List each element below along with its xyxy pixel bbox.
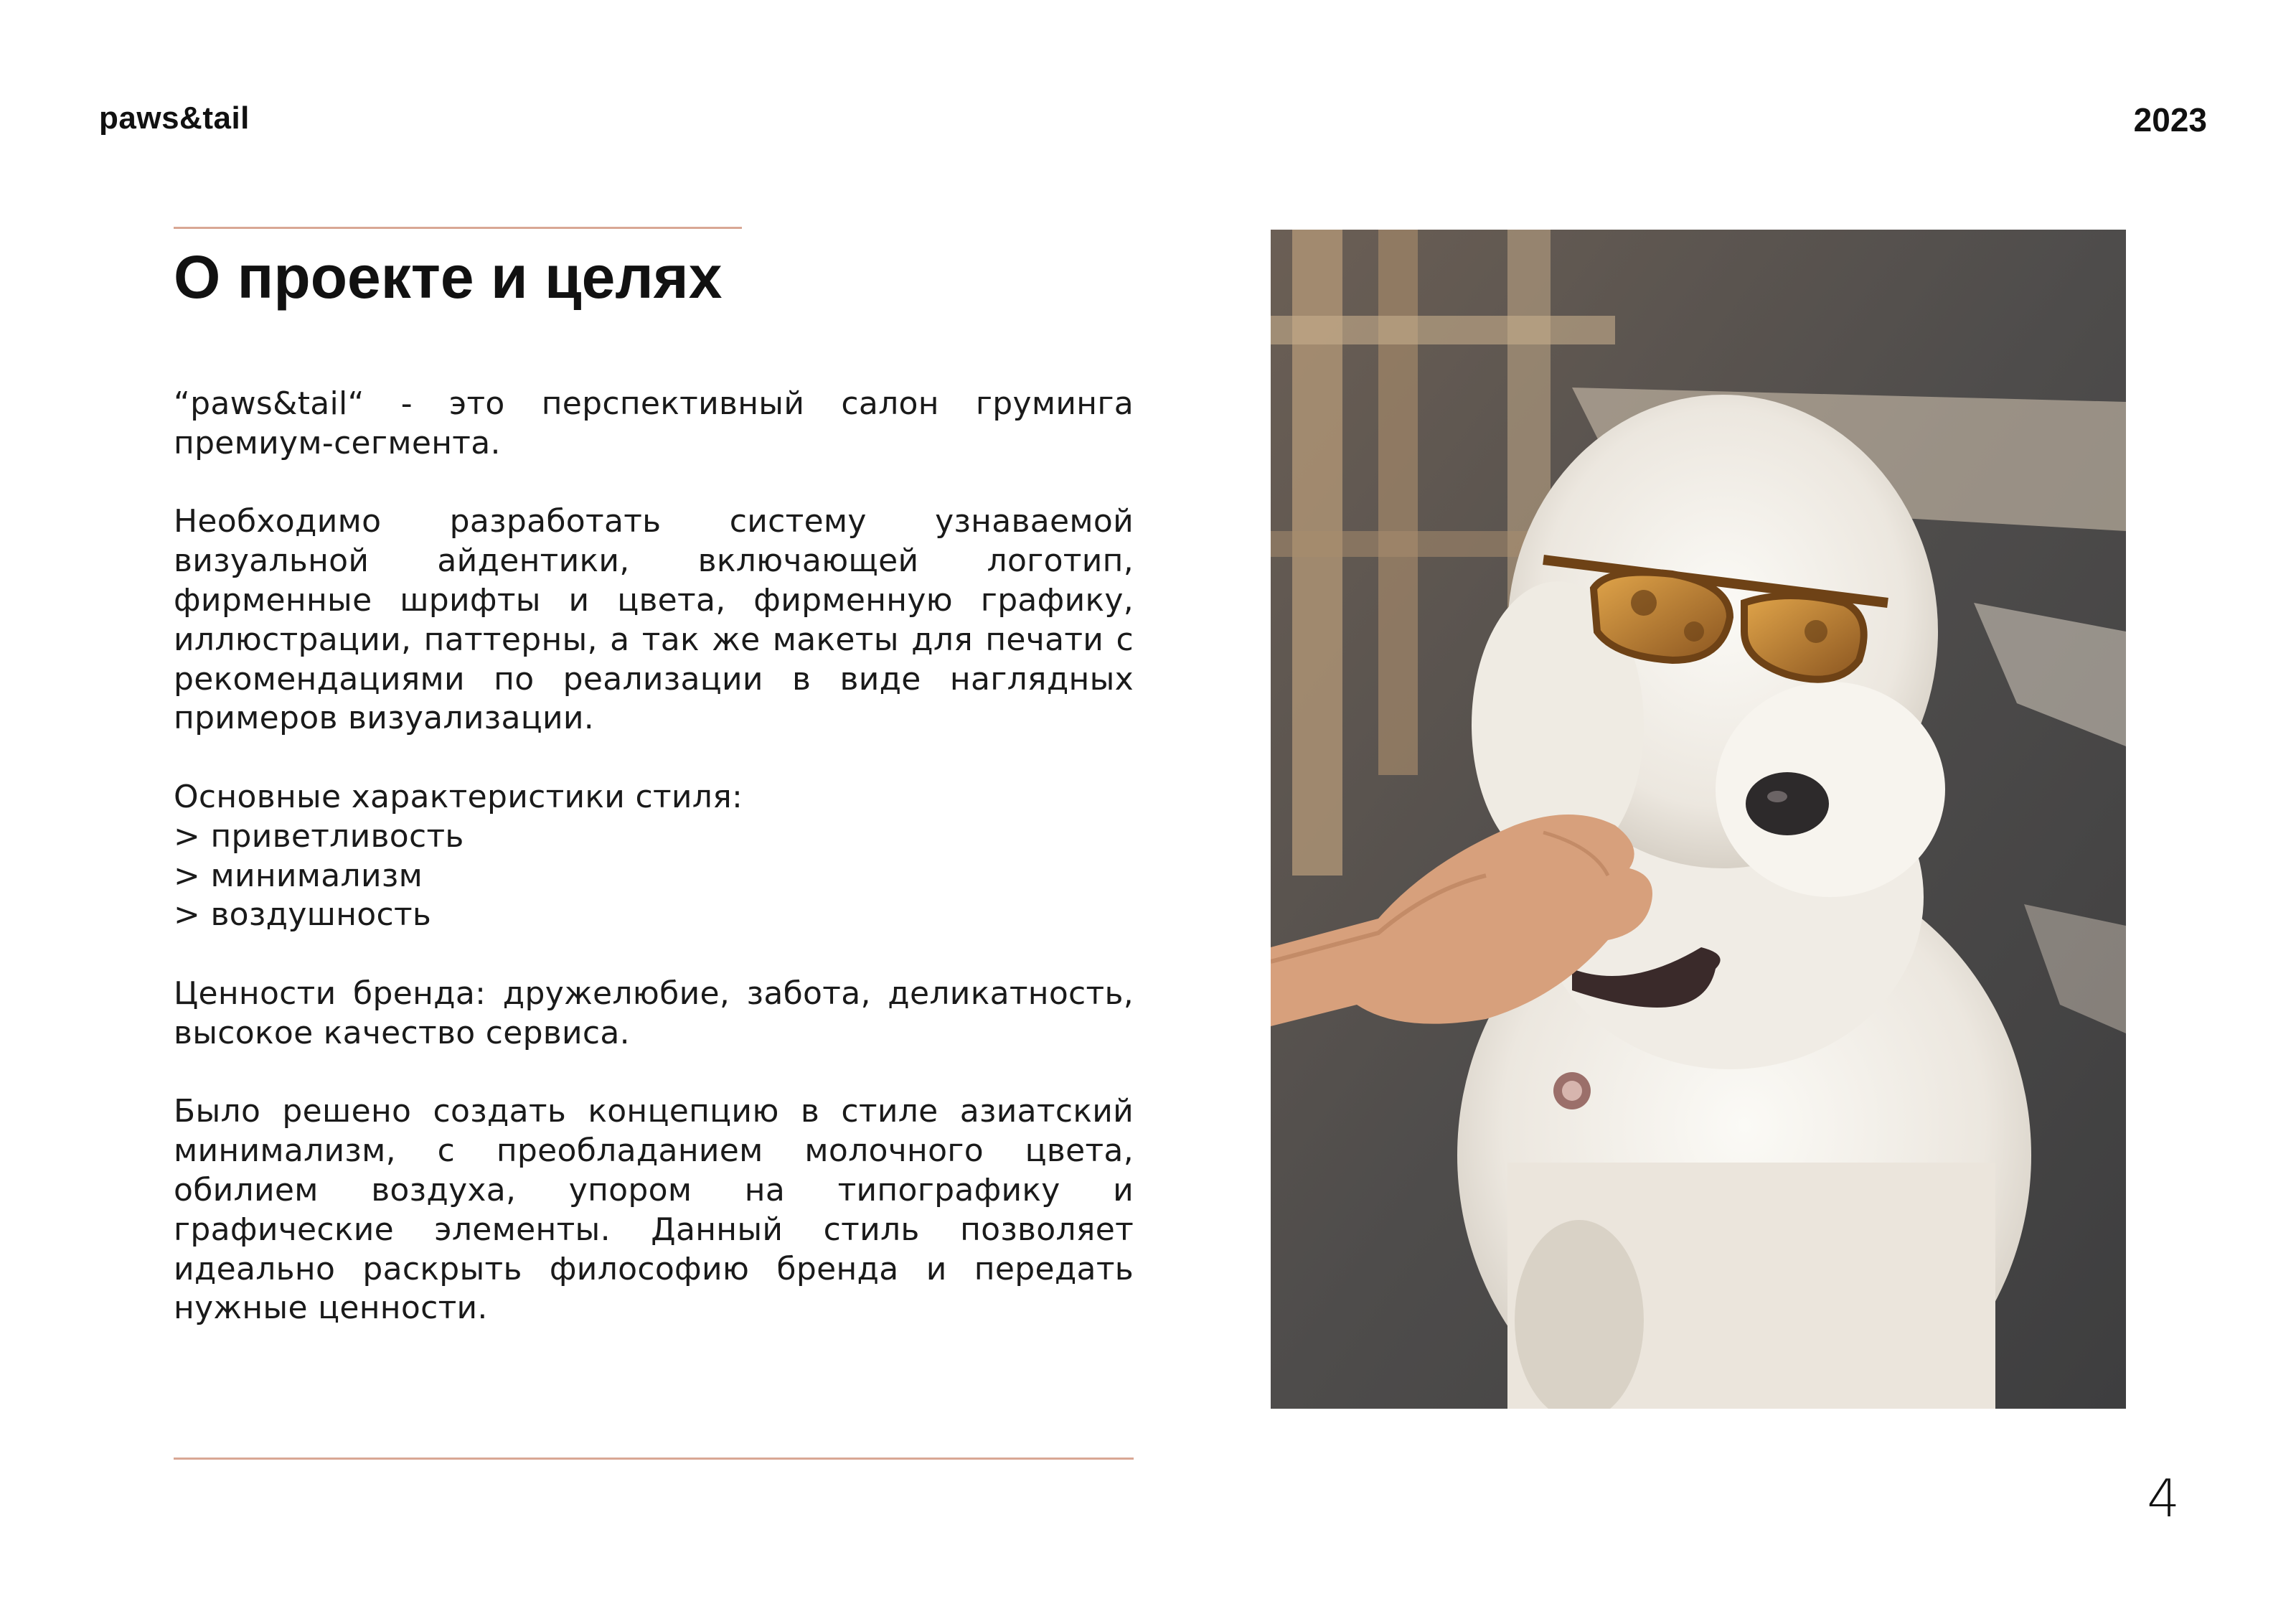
bottom-accent-rule xyxy=(174,1458,1134,1460)
brand-name: paws&tail xyxy=(99,100,250,136)
style-list-item: > приветливость xyxy=(174,817,464,855)
style-list-item: > воздушность xyxy=(174,896,432,934)
concept-paragraph: Было решено создать концепцию в стиле азиатский минимализм, с преобладанием молочного цвета, обилием воздуха, упором на типографику и графические элементы. Данный стиль позволяет идеально раскрыть философию бренда и передать нужные ценности. xyxy=(174,1093,1134,1327)
intro-paragraph: “paws&tail“ - это перспективный салон груминга премиум-сегмента. xyxy=(174,385,1134,461)
year-label: 2023 xyxy=(2133,101,2207,139)
page-number: 4 xyxy=(2147,1468,2180,1529)
page-title: О проекте и целях xyxy=(174,243,723,311)
task-paragraph: Необходимо разработать систему узнаваемой визуальной айдентики, включающей логотип, фирменные шрифты и цвета, фирменную графику, иллюстрации, паттерны, а так же макеты для печати с рекомендациями по реализации в виде наглядных примеров визуализации. xyxy=(174,503,1134,737)
dog-with-sunglasses-image xyxy=(1271,230,2126,1409)
brand-values-paragraph: Ценности бренда: дружелюбие, забота, деликатность, высокое качество сервиса. xyxy=(174,975,1134,1051)
dog-photo xyxy=(1271,230,2126,1409)
body-text xyxy=(174,385,1134,1368)
style-list-heading: Основные характеристики стиля: xyxy=(174,778,743,815)
top-accent-rule xyxy=(174,227,742,229)
style-list-item: > минимализм xyxy=(174,857,423,894)
style-characteristics xyxy=(174,778,1134,935)
